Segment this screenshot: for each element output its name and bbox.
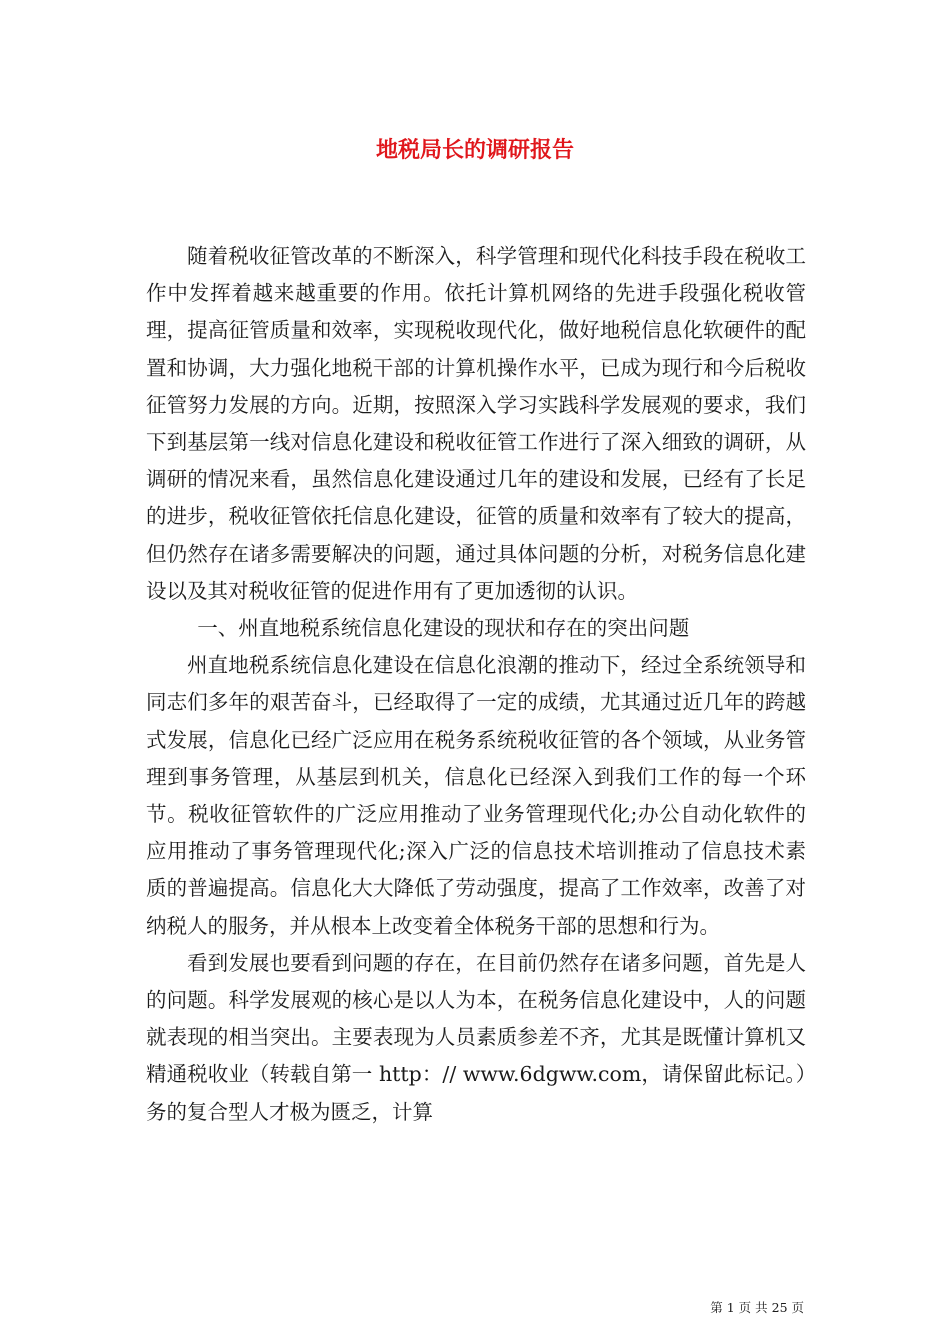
page-title: 地税局长的调研报告: [375, 137, 574, 163]
paragraph-intro: 随着税收征管改革的不断深入，科学管理和现代化科技手段在税收工作中发挥着越来越重要的作用。依托计算机网络的先进手段强化税收管理，提高征管质量和效率，实现税收现代化，做好地税信息化软硬件的配置和协调，大力强化地税干部的计算机操作水平，已成为现行和今后税收征管努力发展的方向。近期，按照深入学习实践科学发展观的要求，我们下到基层第一线对信息化建设和税收征管工作进行了深入细致的调研，从调研的情况来看，虽然信息化建设通过几年的建设和发展，已经有了长足的进步，税收征管依托信息化建设，征管的质量和效率有了较大的提高，但仍然存在诸多需要解决的问题，通过具体问题的分析，对税务信息化建设以及其对税收征管的促进作用有了更加透彻的认识。: [146, 244, 806, 603]
paragraph-problems: 看到发展也要看到问题的存在，在目前仍然存在诸多问题，首先是人的问题。科学发展观的核心是以人为本，在税务信息化建设中，人的问题就表现的相当突出。主要表现为人员素质参差不齐，尤其是既懂计算机又精通税收业（转载自第一 http：// www.6dgww.com，请保留此标记。）务的复合型人才极为匮乏，计算: [146, 950, 806, 1124]
paragraph-status: 州直地税系统信息化建设在信息化浪潮的推动下，经过全系统领导和同志们多年的艰苦奋斗，已经取得了一定的成绩，尤其通过近几年的跨越式发展，信息化已经广泛应用在税务系统税收征管的各个领域，从业务管理到事务管理，从基层到机关，信息化已经深入到我们工作的每一个环节。税收征管软件的广泛应用推动了业务管理现代化;办公自动化软件的应用推动了事务管理现代化;深入广泛的信息技术培训推动了信息技术素质的普遍提高。信息化大大降低了劳动强度，提高了工作效率，改善了对纳税人的服务，并从根本上改变着全体税务干部的思想和行为。: [146, 653, 806, 938]
page-footer: 第 1 页 共 25 页: [710, 1300, 804, 1315]
document-body: [146, 238, 806, 1131]
section-heading: 一、州直地税系统信息化建设的现状和存在的突出问题: [197, 616, 690, 641]
